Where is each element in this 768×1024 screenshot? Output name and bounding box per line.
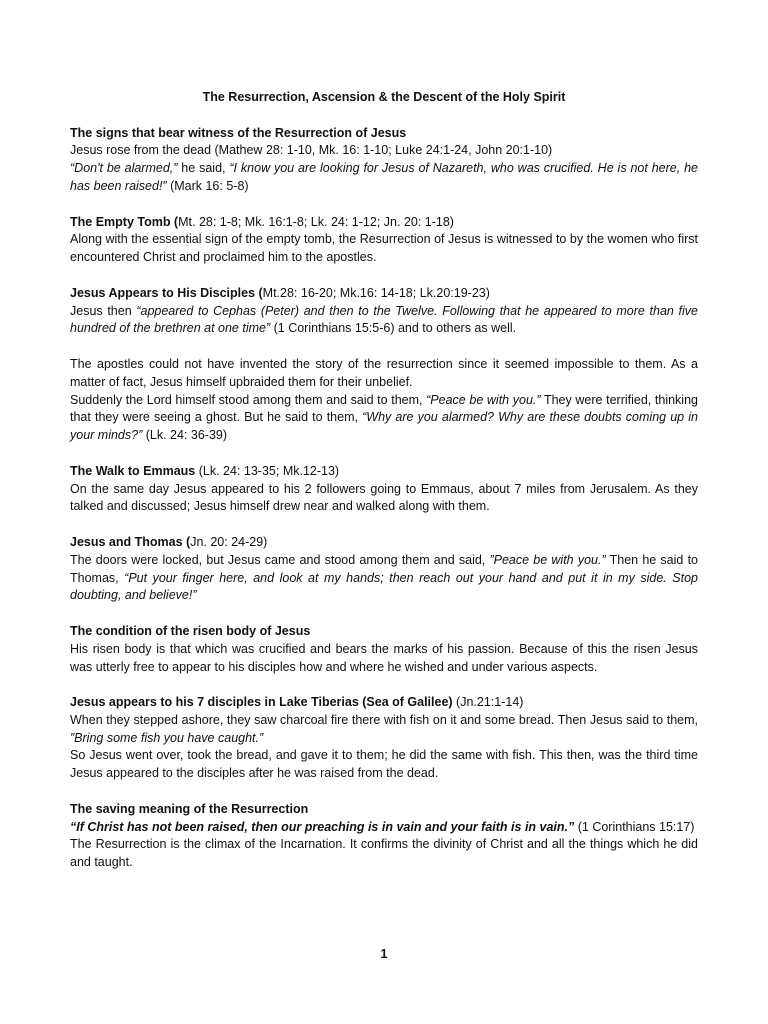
reference: (Lk. 24: 36-39)	[142, 428, 228, 443]
paragraph: So Jesus went over, took the bread, and gave it to them; he did the same with fish. This then, was the third time Jesus appeared to the disciples after he was raised from the dead.	[70, 748, 698, 781]
section-risen-body	[70, 623, 698, 676]
section-signs	[70, 125, 698, 196]
paragraph	[70, 160, 698, 196]
heading-text: The Walk to Emmaus	[70, 463, 196, 478]
paragraph: His risen body is that which was crucified and bears the marks of his passion. Because of this the risen Jesus was utterly free to appear to his disciples how and where he wished and under various aspects.	[70, 641, 698, 674]
section-heading	[70, 463, 698, 481]
text-run: Then he said to Thomas,	[70, 552, 698, 585]
heading-reference: Mt.28: 16-20; Mk.16: 14-18; Lk.20:19-23)	[262, 285, 490, 300]
paragraph	[70, 819, 698, 837]
page-number: 1	[380, 947, 388, 961]
paragraph	[70, 552, 698, 605]
quote: ”Bring some fish you have caught.”	[70, 730, 264, 745]
reference: (1 Corinthians 15:5-6) and to others as well.	[270, 321, 517, 336]
paragraph	[70, 392, 698, 445]
section-appears-disciples	[70, 285, 698, 338]
heading-text: The Empty Tomb (	[70, 214, 179, 229]
heading-reference: (Lk. 24: 13-35; Mk.12-13)	[195, 463, 340, 478]
section-heading	[70, 534, 698, 552]
section-emmaus	[70, 463, 698, 516]
section-empty-tomb	[70, 214, 698, 267]
paragraph: Along with the essential sign of the empty tomb, the Resurrection of Jesus is witnessed to by the women who first encountered Christ and proclaimed him to the apostles.	[70, 232, 698, 265]
paragraph: The Resurrection is the climax of the Incarnation. It confirms the divinity of Christ and all the things which he did and taught.	[70, 837, 698, 870]
section-heading	[70, 285, 698, 303]
reference: (1 Corinthians 15:17)	[574, 819, 695, 834]
heading-reference: Jn. 20: 24-29)	[190, 534, 268, 549]
heading-text: Jesus Appears to His Disciples (	[70, 285, 263, 300]
text-run: When they stepped ashore, they saw charcoal fire there with fish on it and some bread. Then Jesus said to them,	[70, 712, 698, 727]
text-run: he said,	[177, 161, 230, 176]
paragraph	[70, 142, 698, 160]
paragraph: The apostles could not have invented the story of the resurrection since it seemed impossible to them. As a matter of fact, Jesus himself upbraided them for their unbelief.	[70, 356, 698, 389]
section-heading	[70, 214, 698, 232]
text-run: Jesus rose from the dead (Mathew 28: 1-10, Mk. 16: 1-10; Luke 24:1-24, John 20:1-10)	[70, 143, 553, 158]
text-run: The doors were locked, but Jesus came and stood among them and said,	[70, 552, 490, 567]
section-heading: The signs that bear witness of the Resurrection of Jesus	[70, 125, 407, 140]
document-body	[70, 89, 698, 890]
quote: “Don't be alarmed,”	[70, 161, 178, 176]
section-thomas	[70, 534, 698, 605]
section-saving-meaning	[70, 801, 698, 872]
quote: “appeared to Cephas (Peter) and then to the Twelve. Following that he appeared to more than five hundred of the brethren at one time”	[70, 303, 698, 336]
paragraph: On the same day Jesus appeared to his 2 followers going to Emmaus, about 7 miles from Jerusalem. As they talked and discussed; Jesus himself drew near and walked along with them.	[70, 481, 698, 514]
paragraph	[70, 303, 698, 339]
quote: ”Peace be with you.”	[489, 552, 606, 567]
quote: “Peace be with you.”	[426, 392, 541, 407]
quote: “If Christ has not been raised, then our preaching is in vain and your faith is in vain.”	[70, 819, 575, 834]
quote: “Put your finger here, and look at my hands; then reach out your hand and put it in my side. Stop doubting, and believe!”	[70, 570, 699, 603]
document-title: The Resurrection, Ascension & the Descent of the Holy Spirit	[202, 90, 566, 104]
quote: “Why are you alarmed? Why are these doubts coming up in your minds?”	[70, 410, 698, 443]
text-run: Suddenly the Lord himself stood among them and said to them,	[70, 392, 427, 407]
section-heading: The condition of the risen body of Jesus	[70, 623, 311, 638]
heading-text: Jesus appears to his 7 disciples in Lake Tiberias (Sea of Galilee)	[70, 695, 453, 710]
paragraph	[70, 712, 698, 748]
section-heading	[70, 694, 698, 712]
text-run: Jesus then	[70, 303, 137, 318]
section-lake-tiberias	[70, 694, 698, 783]
quote: “I know you are looking for Jesus of Nazareth, who was crucified. He is not here, he has been raised!”	[70, 161, 698, 193]
text-run: They were terrified, thinking that they were seeing a ghost. But he said to them,	[70, 392, 698, 425]
heading-reference: (Jn.21:1-14)	[452, 695, 524, 710]
section-apostles-unbelief	[70, 356, 698, 445]
heading-reference: Mt. 28: 1-8; Mk. 16:1-8; Lk. 24: 1-12; Jn. 20: 1-18)	[178, 214, 454, 229]
heading-text: Jesus and Thomas (	[70, 534, 191, 549]
reference: (Mark 16: 5-8)	[166, 178, 249, 193]
section-heading: The saving meaning of the Resurrection	[70, 801, 309, 816]
